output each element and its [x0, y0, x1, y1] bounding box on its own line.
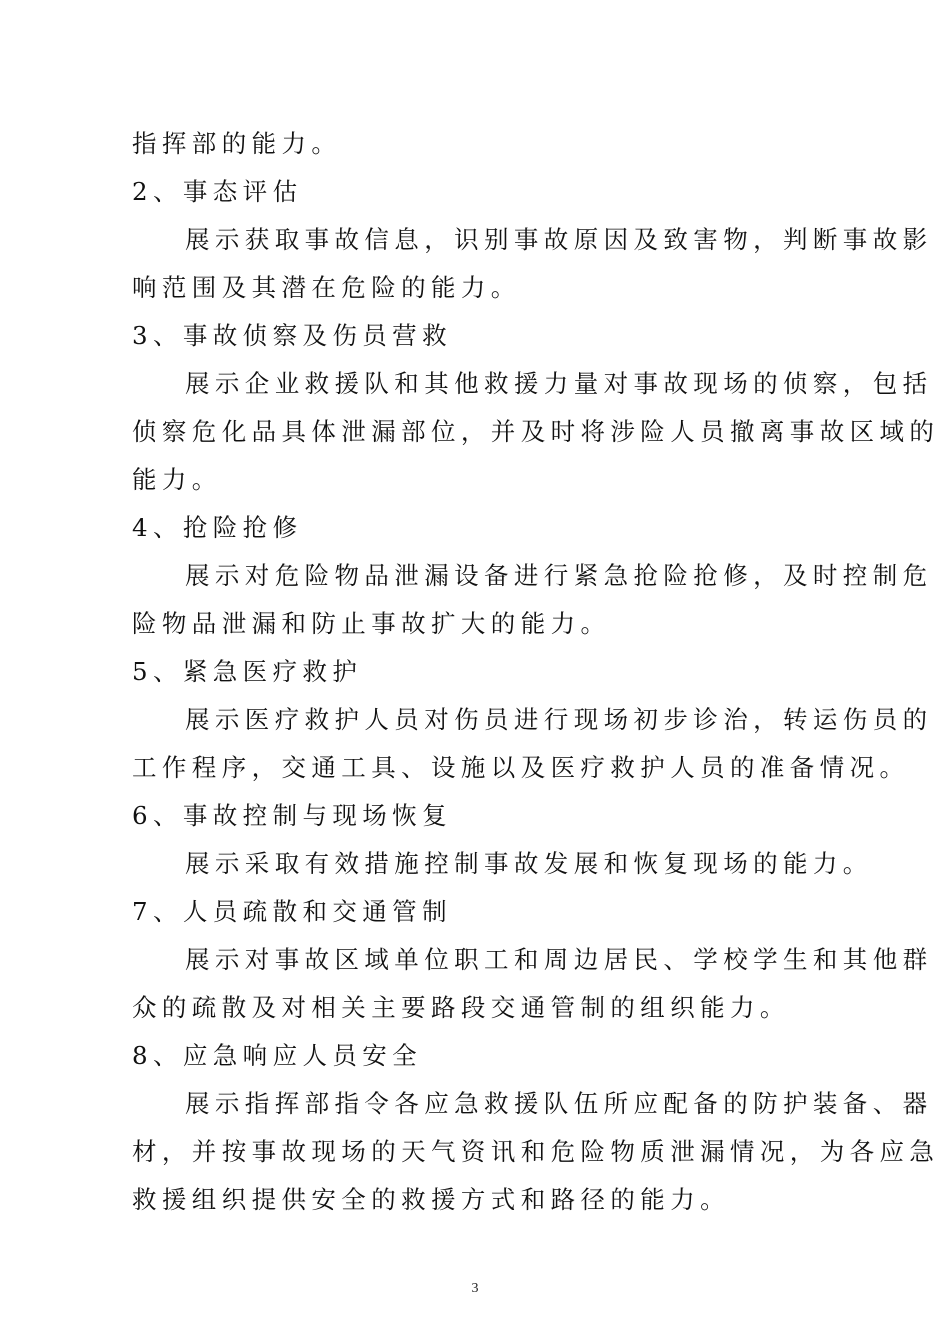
paragraph-line: 侦察危化品具体泄漏部位，并及时将涉险人员撤离事故区域的	[132, 417, 940, 446]
section-heading-3: 3、事故侦察及伤员营救	[132, 321, 452, 350]
paragraph-line: 展示指挥部指令各应急救援队伍所应配备的防护装备、器	[185, 1089, 933, 1118]
section-heading-7: 7、人员疏散和交通管制	[132, 897, 452, 926]
paragraph-line: 能力。	[132, 465, 222, 494]
paragraph-line: 展示采取有效措施控制事故发展和恢复现场的能力。	[185, 849, 873, 878]
paragraph-line: 材，并按事故现场的天气资讯和危险物质泄漏情况，为各应急	[132, 1137, 940, 1166]
section-heading-8: 8、应急响应人员安全	[132, 1041, 423, 1070]
paragraph-line: 展示医疗救护人员对伤员进行现场初步诊治，转运伤员的	[185, 705, 933, 734]
paragraph-line: 展示对危险物品泄漏设备进行紧急抢险抢修，及时控制危	[185, 561, 933, 590]
paragraph-line: 救援组织提供安全的救援方式和路径的能力。	[132, 1185, 730, 1214]
paragraph-line: 响范围及其潜在危险的能力。	[132, 273, 521, 302]
section-heading-4: 4、抢险抢修	[132, 513, 303, 542]
paragraph-line: 展示对事故区域单位职工和周边居民、学校学生和其他群	[185, 945, 933, 974]
section-heading-2: 2、事态评估	[132, 177, 303, 206]
section-heading-6: 6、事故控制与现场恢复	[132, 801, 452, 830]
page-number: 3	[471, 1281, 479, 1296]
paragraph-line: 展示获取事故信息，识别事故原因及致害物，判断事故影	[185, 225, 933, 254]
section-heading-5: 5、紧急医疗救护	[132, 657, 363, 686]
paragraph-line: 险物品泄漏和防止事故扩大的能力。	[132, 609, 611, 638]
document-body	[132, 120, 940, 1224]
paragraph-continuation: 指挥部的能力。	[132, 129, 342, 158]
paragraph-line: 众的疏散及对相关主要路段交通管制的组织能力。	[132, 993, 790, 1022]
paragraph-line: 工作程序，交通工具、设施以及医疗救护人员的准备情况。	[132, 753, 910, 782]
paragraph-line: 展示企业救援队和其他救援力量对事故现场的侦察，包括	[185, 369, 933, 398]
